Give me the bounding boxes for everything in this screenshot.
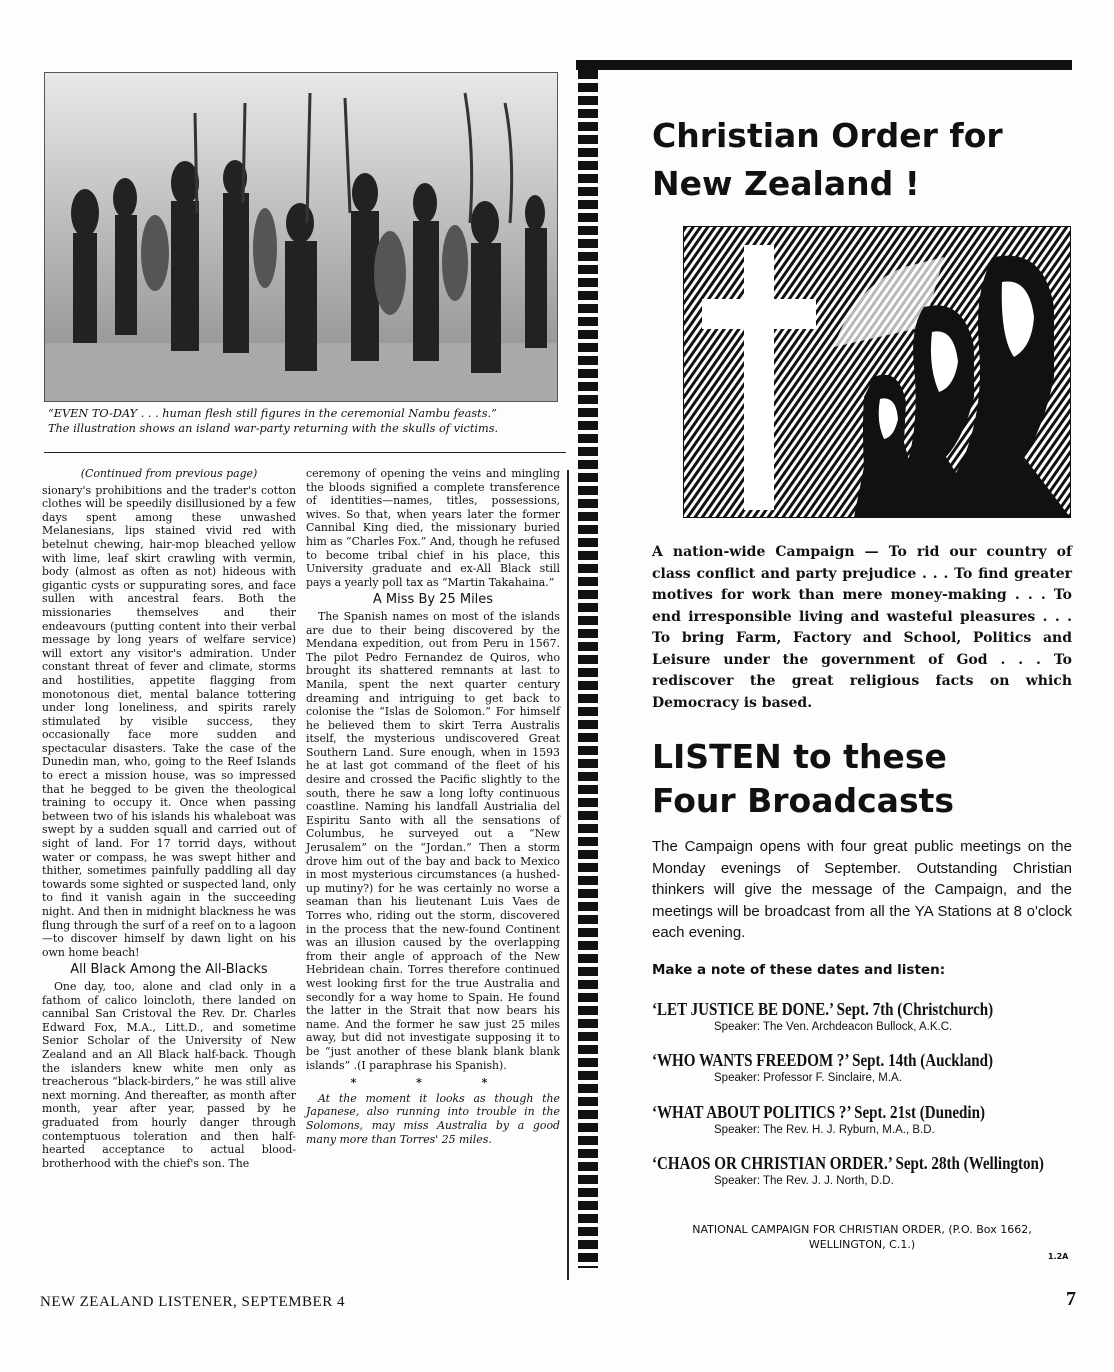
cross-illustration	[683, 226, 1071, 518]
article-paragraph: One day, too, alone and clad only in a fathom of calico loincloth, there landed on cannibal San Cristoval the Rev. Dr. Charles Edward Fox, M.A., Litt.D., and sometime Senior Scholar of the University of New Zealand and an All Black half-back. Though the islanders knew white men only as treacherous “black-birders,” he was still alive next morning. And thereafter, as month after month, year after year, passed by he graduated from hourly danger through contemptuous toleration and then half-hearted acceptance to actual blood-brotherhood with the chief's son. The	[42, 979, 296, 1170]
broadcast-title: ‘LET JUSTICE BE DONE.’ Sept. 7th (Christchurch)	[652, 999, 994, 1019]
broadcast-speaker: Speaker: The Ven. Archdeacon Bullock, A.K.C.	[714, 1021, 953, 1033]
broadcast-item	[652, 999, 1082, 1033]
broadcast-title: ‘CHAOS OR CHRISTIAN ORDER.’ Sept. 28th (Wellington)	[652, 1153, 1044, 1173]
ad-title-line-2: New Zealand !	[652, 164, 920, 203]
subhead-miss-by-25-miles: A Miss By 25 Miles	[372, 592, 494, 608]
broadcast-title: ‘WHO WANTS FREEDOM ?’ Sept. 14th (Auckland)	[652, 1050, 994, 1070]
war-party-photo	[44, 72, 558, 402]
horizontal-rule	[44, 452, 566, 453]
continued-note: (Continued from previous page)	[80, 467, 258, 480]
ad-title-line-1: Christian Order for	[652, 116, 1003, 155]
broadcast-title: ‘WHAT ABOUT POLITICS ?’ Sept. 21st (Dunedin)	[652, 1102, 985, 1122]
campaign-address	[652, 1222, 1072, 1252]
listen-heading	[652, 735, 1082, 823]
photo-caption	[48, 406, 568, 436]
ad-code: 1.2A	[1048, 1252, 1069, 1261]
listen-line-2: Four Broadcasts	[652, 781, 955, 820]
page-number: 7	[1066, 1288, 1076, 1310]
ad-top-border	[576, 60, 1072, 70]
broadcast-item	[652, 1153, 1082, 1187]
column-divider	[567, 470, 569, 1280]
ad-left-border	[578, 70, 598, 1268]
broadcast-speaker: Speaker: Professor F. Sinclaire, M.A.	[714, 1072, 902, 1084]
campaign-description: The Campaign opens with four great public meetings on the Monday evenings of September. Outstanding Christian thinkers will give the message of the Campaign, and the meetings will be broadcast from all the YA Stations at 8 o'clock each evening.	[652, 838, 1072, 942]
broadcast-item	[652, 1102, 1082, 1136]
address-line-2: WELLINGTON, C.1.)	[808, 1238, 916, 1251]
address-line-1: NATIONAL CAMPAIGN FOR CHRISTIAN ORDER, (P.O. Box 1662,	[692, 1223, 1032, 1236]
article-column-2	[306, 467, 560, 1146]
broadcast-speaker: Speaker: The Rev. J. J. North, D.D.	[714, 1175, 894, 1187]
article-paragraph: The Spanish names on most of the islands are due to their being discovered by the Mendana expedition, out from Peru in 1567. The pilot Pedro Fernandez de Quiros, who brought its shattered remnants at last to Manila, spent the next quarter century dreaming and intriguing to get back to colonise the “Islas de Solomon.” For himself he believed them to skirt Terra Australis itself, the mysterious undiscovered Great Southern Land. Sure enough, when in 1593 he at last got command of the fleet of his desire and crossed the Pacific slightly to the south, there he saw a long lofty continuous coastline. Naming his landfall Austrialia del Espiritu Santo with all the sensations of Columbus, he surveyed out a “New Jerusalem” on the “Jordan.” Then a storm drove him out of the bay and back to Mexico in most mysterious circumstances (a hushed-up mutiny?) for he was certainly no worse a seaman than his lieutenant Luis Vaes de Torres who, riding out the storm, discovered in the process that the new-found Continent was an illusion caused by the overlapping from their angle of approach of the New Hebridean chain. Torres therefore continued west looking first for the true Australia and secondly for a way home to Spain. He found the latter in the Strait that now bears his name. And the former he saw just 25 miles away, but did not investigate supposing it to be “just another of these blank blank blank islands” .(I paraphrase his Spanish).	[306, 609, 560, 1072]
broadcast-item	[652, 1050, 1082, 1084]
caption-line-2: The illustration shows an island war-party returning with the skulls of victims.	[48, 422, 499, 435]
caption-line-1: “EVEN TO-DAY . . . human flesh still figures in the ceremonial Nambu feasts.”	[48, 407, 497, 420]
campaign-statement: A nation-wide Campaign — To rid our country of class conflict and party prejudice . . . To find greater motives for work than mere money-making . . . To end irresponsible living and wasteful pleasures . . . To bring Farm, Factory and School, Politics and Leisure under the government of God . . . To rediscover the great religious facts on which Democracy is based.	[652, 544, 1072, 711]
dates-note: Make a note of these dates and listen:	[652, 962, 946, 978]
article-column-1	[42, 467, 296, 1170]
listen-line-1: LISTEN to these	[652, 737, 947, 776]
article-paragraph: At the moment it looks as though the Japanese, also running into trouble in the Solomons, may miss Australia by a good many more than Torres' 25 miles.	[306, 1091, 560, 1146]
article-paragraph: ceremony of opening the veins and mingling the bloods signified a complete transference of identities—names, titles, possessions, wives. So that, when years later the former Cannibal King died, the missionary buried him as “Charles Fox.” And, though he refused to become tribal chief in his place, this University graduate and ex-All Black still pays a yearly poll tax as “Martin Takahaina.”	[306, 467, 560, 589]
broadcast-speaker: Speaker: The Rev. H. J. Ryburn, M.A., B.D.	[714, 1124, 935, 1136]
section-stars: * * *	[350, 1076, 516, 1090]
publication-footer: NEW ZEALAND LISTENER, SEPTEMBER 4	[40, 1294, 345, 1310]
article-paragraph: sionary's prohibitions and the trader's cotton clothes will be speedily disillusioned by a few days spent among these unwashed Melanesians, lips stained vivid red with betelnut chewing, hair-mop bleached yellow with lime, leaf skirt crawling with vermin, body (almost as often as not) hideous with gigantic cysts or suppurating sores, and face sullen with ancestral fears. Both the missionaries themselves and their endeavours (putting content into their verbal message by long years of welfare service) will extort any visitor's admiration. Under constant threat of fever and climate, storms and hostilities, appetite flagging from monotonous diet, mental balance tottering under long loneliness, and spirits rarely stimulated by visible success, they occasionally face more sudden and spectacular disasters. Take the case of the Dunedin man, who, going to the Reef Islands to erect a mission house, was so impressed that he begged to be given the theological training to occupy it. Once when passing between two of his islands his whaleboat was swept by a sudden squall and carried out of sight of land. For 17 torrid days, without water or compass, he was swept hither and thither, sometimes painfully paddling all day towards some sighted or suspected land, only to find it vanish again in the succeeding night. And then in midnight blackness he was flung through the surf of a reef on to a lagoon —to discover himself by dawn light on his own home beach!	[42, 483, 296, 959]
ad-title	[652, 112, 1092, 208]
subhead-all-black: All Black Among the All-Blacks	[70, 962, 268, 978]
